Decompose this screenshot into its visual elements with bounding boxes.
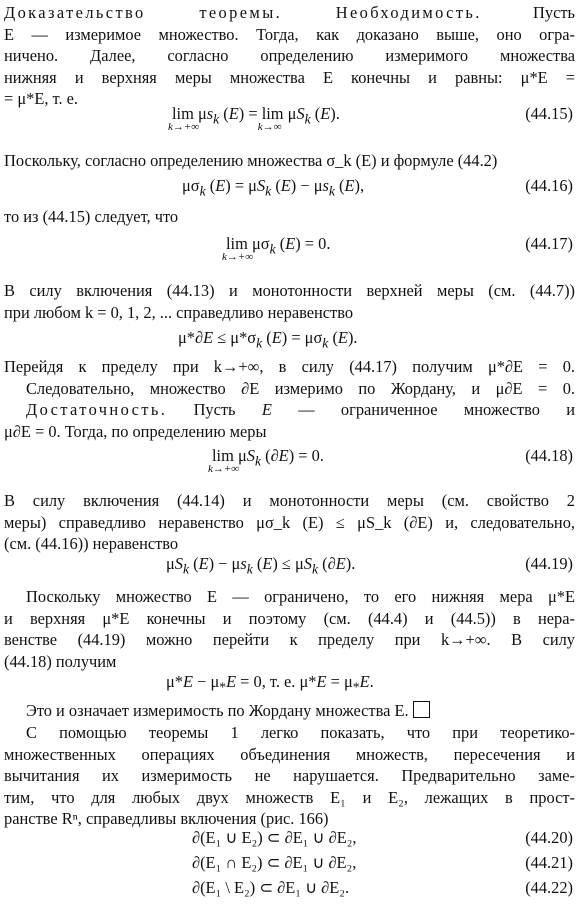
formula: ∂(E₁ ∪ E₂) ⊂ ∂E₁ ∪ ∂E₂, bbox=[192, 828, 357, 847]
text-line: В силу включения (44.13) и монотонности верхней меры (см. (44.7)) bbox=[4, 281, 575, 300]
paragraph bbox=[4, 490, 575, 555]
formula: $\mu*E - \mu_*E = 0$, т. е. $\mu*E = \mu_*E$. bbox=[166, 672, 374, 695]
text-line: венстве (44.19) можно перейти к пределу при k→+∞. В силу bbox=[4, 630, 575, 650]
text-line: Достаточность. Пусть E — ограниченное множество и bbox=[26, 400, 575, 420]
limit-subscript: k→+∞ bbox=[222, 251, 254, 263]
paragraph bbox=[4, 280, 575, 323]
equation-number: (44.17) bbox=[525, 234, 573, 253]
text-line: Перейдя к пределу при k→+∞, в силу (44.17) получим μ*∂E = 0. bbox=[4, 357, 575, 376]
text-line: ничено. Далее, согласно определению измеримого множества bbox=[4, 46, 575, 66]
text-line: и верхняя μ*E конечны и поэтому (см. (44.4) и (44.5)) в нера- bbox=[4, 608, 575, 628]
heading-sufficiency: Достаточность. bbox=[26, 400, 168, 420]
limit-subscript: k→∞ bbox=[257, 121, 282, 133]
equation-44-17 bbox=[0, 234, 577, 264]
equation-44-19 bbox=[0, 554, 577, 584]
paragraph bbox=[4, 700, 575, 722]
text-line: E — измеримое множество. Тогда, как доказано выше, оно огра- bbox=[4, 24, 575, 44]
formula: lim k→+∞ $\mu s_k$ (E) = lim k→∞ $\mu S_k$ (E). bbox=[168, 104, 340, 133]
text-line: = μ*E, т. е. bbox=[4, 89, 79, 109]
text-line: ранстве Rⁿ, справедливы включения (рис. 166) bbox=[4, 809, 329, 829]
equation-number: (44.18) bbox=[525, 446, 573, 465]
paragraph bbox=[4, 722, 575, 830]
limit-operator: lim k→+∞ bbox=[168, 104, 200, 133]
limit-subscript: k→+∞ bbox=[208, 463, 240, 475]
formula: ∂(E₁ \ E₂) ⊂ ∂E₁ ∪ ∂E₂. bbox=[192, 878, 350, 897]
limit-operator: lim k→∞ bbox=[257, 104, 284, 133]
text-line: Поскольку множество E — ограничено, то его нижняя мера μ*E bbox=[26, 587, 575, 606]
limit-operator: lim k→+∞ bbox=[208, 446, 240, 475]
formula: ∂(E₁ ∩ E₂) ⊂ ∂E₁ ∪ ∂E₂, bbox=[192, 853, 357, 872]
equation-number: (44.21) bbox=[525, 853, 573, 872]
text-line: Поскольку, согласно определению множества σ_k (E) и формуле (44.2) bbox=[4, 151, 498, 170]
text-line: С помощью теоремы 1 легко показать, что при теоретико- bbox=[26, 723, 575, 742]
paragraph bbox=[4, 356, 575, 442]
conclusion-text: Это и означает измеримость по Жордану множества E. bbox=[26, 701, 409, 720]
formula: $\mu*\partial E \le \mu*\sigma_k$ $(E) = \mu\sigma_k$ (E). bbox=[178, 328, 358, 351]
text-line: при любом k = 0, 1, 2, ... справедливо неравенство bbox=[4, 302, 354, 322]
text-line: то из (44.15) следует, что bbox=[4, 207, 179, 226]
paragraph bbox=[4, 586, 575, 672]
text-line bbox=[4, 700, 575, 722]
limit-operator: lim k→+∞ bbox=[222, 234, 254, 263]
equation-number: (44.22) bbox=[525, 878, 573, 897]
equation-44-18 bbox=[0, 446, 577, 476]
equation-number: (44.16) bbox=[525, 176, 573, 195]
limit-subscript: k→+∞ bbox=[168, 121, 200, 133]
paragraph bbox=[4, 150, 575, 172]
formula: $\mu S_k$ $(E) - \mu s_k$ $(E) \le \mu S_k$ (∂E). bbox=[166, 554, 356, 577]
text-line: (см. (44.16)) неравенство bbox=[4, 534, 179, 554]
formula: lim k→+∞ $\mu S_k$ (∂E) = 0. bbox=[208, 446, 324, 475]
equation-44-16 bbox=[0, 176, 577, 206]
text-line: тим, что для любых двух множеств E₁ и E₂, лежащих в прост- bbox=[4, 787, 575, 807]
equation-number: (44.20) bbox=[525, 828, 573, 847]
proof-necessity-paragraph bbox=[4, 2, 575, 110]
equation-number: (44.15) bbox=[525, 104, 573, 123]
text-line: вычитания их измеримость не нарушается. Предварительно заме- bbox=[4, 766, 575, 786]
text-line: нижняя и верхняя меры множества E конечны и равны: μ*E = bbox=[4, 67, 575, 87]
text-line: Доказательство теоремы. Необходимость. Пусть bbox=[4, 3, 575, 22]
equation-final bbox=[0, 672, 577, 702]
equation-44-15 bbox=[0, 104, 577, 134]
inequality bbox=[0, 328, 577, 358]
formula: $\mu\sigma_k$ $(E) = \mu S_k$ $(E) - \mu s_k$ (E), bbox=[182, 176, 365, 199]
qed-icon bbox=[413, 701, 430, 718]
text-line: множественных операциях объединения множеств, пересечения и bbox=[4, 744, 575, 764]
heading-proof: Доказательство теоремы. Необходимость. bbox=[4, 3, 482, 22]
text-line: (44.18) получим bbox=[4, 651, 117, 671]
text-line: меры) справедливо неравенство μσ_k (E) ≤ μS_k (∂E) и, следовательно, bbox=[4, 512, 575, 532]
text-line: В силу включения (44.14) и монотонности меры (см. свойство 2 bbox=[4, 491, 575, 510]
text-line: μ∂E = 0. Тогда, по определению меры bbox=[4, 421, 267, 441]
paragraph bbox=[4, 206, 575, 228]
equation-number: (44.19) bbox=[525, 554, 573, 573]
formula: lim k→+∞ $\mu\sigma_k$ (E) = 0. bbox=[222, 234, 331, 263]
text-line: Следовательно, множество ∂E измеримо по Жордану, и μ∂E = 0. bbox=[26, 378, 575, 398]
